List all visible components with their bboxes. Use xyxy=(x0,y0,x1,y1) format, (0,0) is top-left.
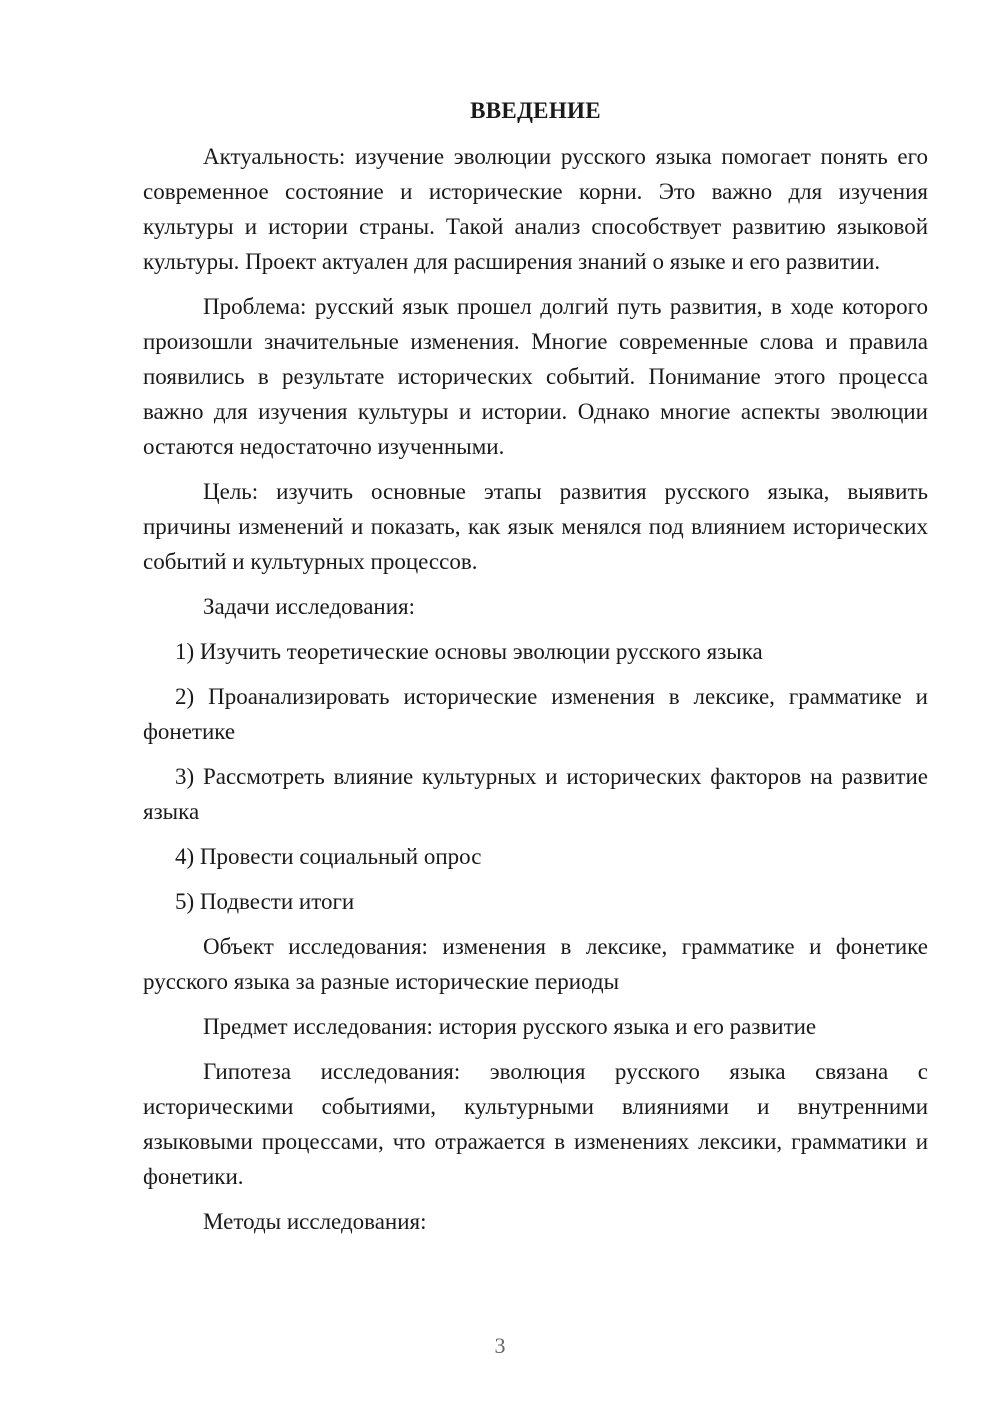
hypothesis-paragraph: Гипотеза исследования: эволюция русского языка связана с историческими событиями, культурными влияниями и внутренними языковыми процессами, что отражается в изменениях лексики, грамматики и фонетики. xyxy=(143,1059,928,1189)
page-title: ВВЕДЕНИЕ xyxy=(470,98,601,123)
object-paragraph: Объект исследования: изменения в лексике, грамматике и фонетике русского языка за разные исторические периоды xyxy=(143,934,928,994)
relevance-paragraph: Актуальность: изучение эволюции русского языка помогает понять его современное состояние и исторические корни. Это важно для изучения культуры и истории страны. Такой анализ способствует развитию языковой культуры. Проект актуален для расширения знаний о языке и его развитии. xyxy=(143,144,928,274)
problem-paragraph: Проблема: русский язык прошел долгий путь развития, в ходе которого произошли значительные изменения. Многие современные слова и правила появились в результате исторических событий. Понимание этого процесса важно для изучения культуры и истории. Однако многие аспекты эволюции остаются недостаточно изученными. xyxy=(143,294,928,459)
subject-paragraph: Предмет исследования: история русского языка и его развитие xyxy=(203,1014,817,1039)
task-item-2: 2) Проанализировать исторические изменения в лексике, грамматике и фонетике xyxy=(143,684,928,744)
page-body xyxy=(143,95,928,1249)
methods-label: Методы исследования: xyxy=(203,1209,427,1234)
tasks-label: Задачи исследования: xyxy=(203,594,416,619)
goal-paragraph: Цель: изучить основные этапы развития русского языка, выявить причины изменений и показать, как язык менялся под влиянием исторических событий и культурных процессов. xyxy=(143,479,928,574)
task-item-4: 4) Провести социальный опрос xyxy=(175,844,482,869)
task-item-1: 1) Изучить теоретические основы эволюции русского языка xyxy=(175,639,763,664)
task-item-5: 5) Подвести итоги xyxy=(175,889,355,914)
task-item-3: 3) Рассмотреть влияние культурных и исторических факторов на развитие языка xyxy=(143,764,928,824)
page-number: 3 xyxy=(494,1333,506,1358)
